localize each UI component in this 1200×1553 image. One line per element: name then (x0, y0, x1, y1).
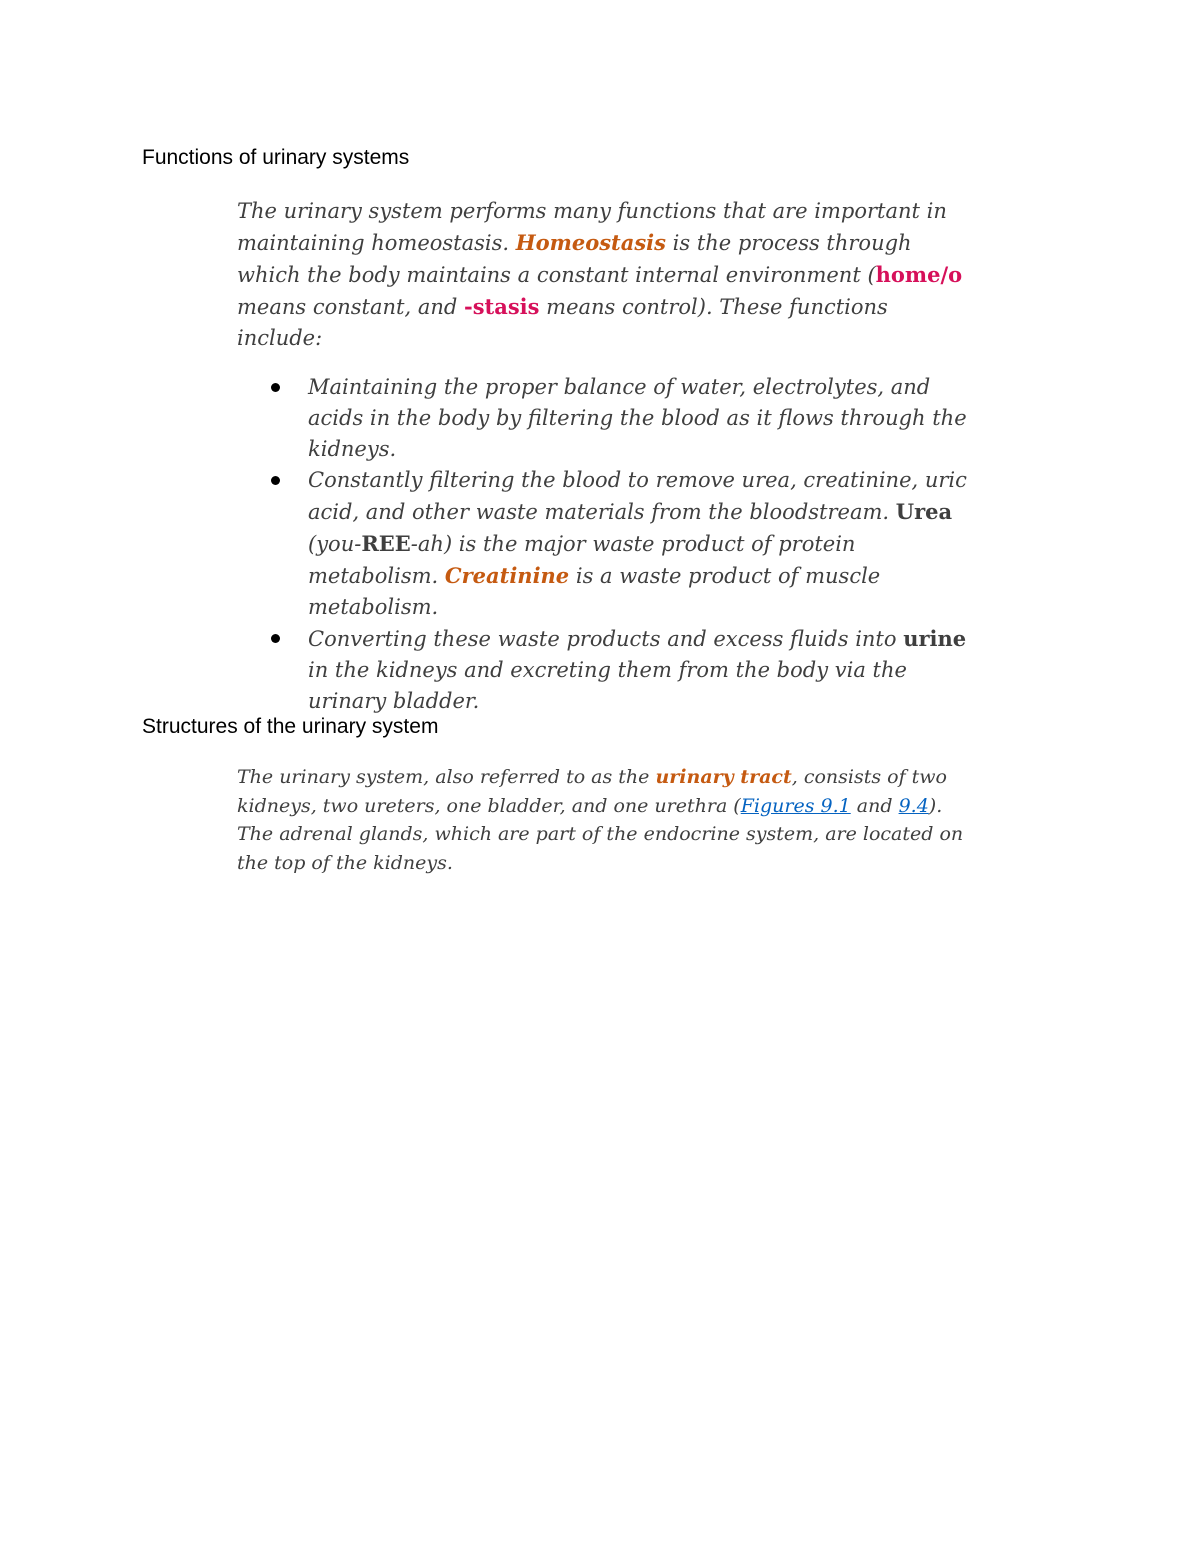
bullet-text-a: Converting these waste products and excess fluids into (308, 627, 897, 651)
structures-text-1: The urinary system, also referred to as the (237, 766, 650, 788)
structures-text-3: and (856, 794, 893, 817)
intro-text-4: means control). These functions include: (237, 295, 888, 350)
intro-text-1: The urinary system performs many functions that are important in maintaining homeostasis. (237, 199, 947, 255)
term-ree: REE (361, 531, 411, 556)
term-urine: urine (903, 626, 967, 651)
link-figures-9-1[interactable]: Figures 9.1 (740, 794, 851, 817)
bullet-dot-icon (271, 476, 280, 485)
heading-functions: Functions of urinary systems (142, 146, 410, 169)
term-urinary-tract: urinary tract (655, 766, 792, 788)
bullet-dot-icon (271, 634, 280, 643)
list-item (237, 623, 967, 717)
bullet-text-a: Constantly filtering the blood to remove urea, creatinine, uric acid, and other waste materials from the bloodstream. (308, 468, 967, 524)
intro-paragraph (237, 196, 967, 354)
functions-list (237, 372, 967, 717)
bullet-text: Maintaining the proper balance of water, electrolytes, and acids in the body by filtering the blood as it flows through the kidneys. (308, 375, 967, 461)
list-item (237, 465, 967, 623)
intro-text-2: is the process through which the body maintains a constant internal environment ( (237, 231, 912, 287)
bullet-text-d: is a waste product of muscle metabolism. (308, 564, 881, 619)
term-stasis: -stasis (464, 294, 540, 319)
term-urea: Urea (895, 499, 953, 524)
structures-text-4: ). The adrenal glands, which are part of the endocrine system, are located on the top of the kidneys. (237, 794, 964, 874)
bullet-text-c: -ah) is the major waste product of protein metabolism. (308, 532, 856, 588)
structures-paragraph (237, 763, 977, 877)
bullet-dot-icon (271, 383, 280, 392)
link-figure-9-4[interactable]: 9.4 (898, 794, 929, 817)
intro-text-3: means constant, and (237, 295, 458, 319)
structures-text-2: , consists of two kidneys, two ureters, one bladder, and one urethra ( (237, 766, 947, 817)
bullet-text-b: (you- (308, 532, 362, 556)
term-home-o: home/o (875, 262, 963, 287)
term-creatinine: Creatinine (444, 563, 570, 588)
term-homeostasis: Homeostasis (515, 230, 666, 255)
bullet-text-b: in the kidneys and excreting them from the body via the urinary bladder. (308, 658, 907, 713)
heading-structures: Structures of the urinary system (142, 715, 439, 738)
list-item (237, 372, 967, 465)
